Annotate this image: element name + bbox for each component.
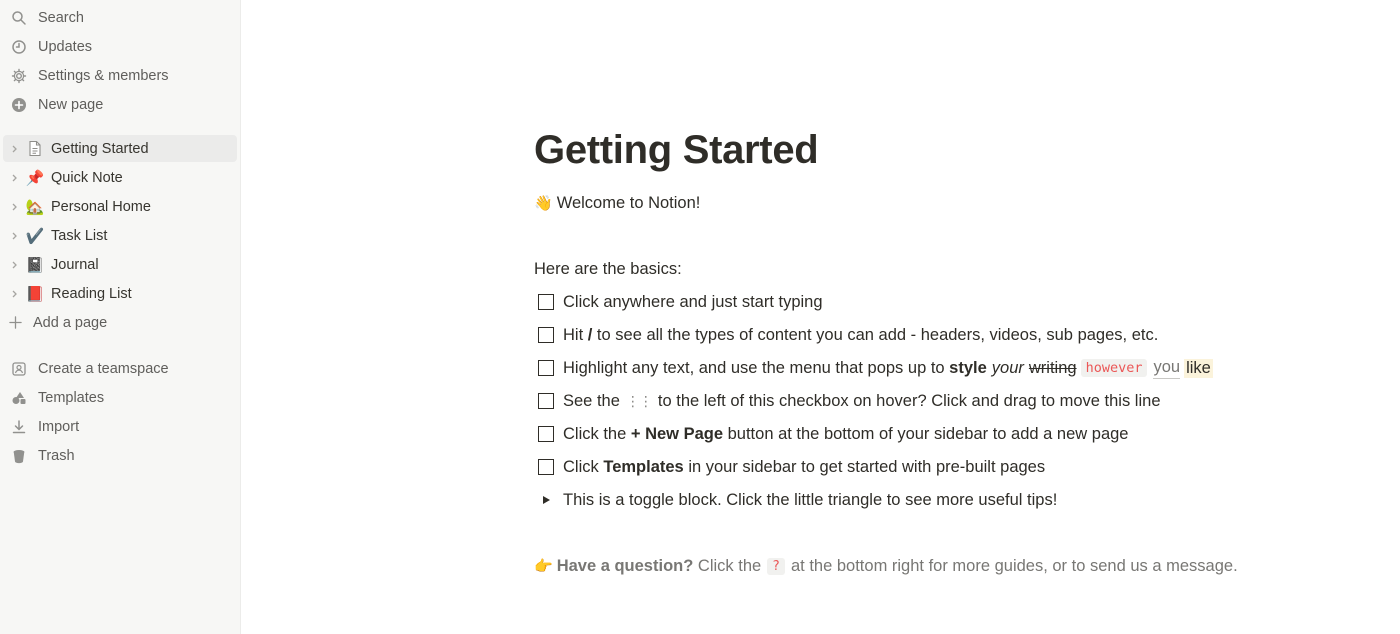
pointing-hand-icon: 👉 [534,558,553,575]
sidebar-page-getting-started[interactable] [3,135,237,162]
waving-hand-icon: 👋 [534,195,553,212]
drag-handle-icon: ⋮⋮ [625,392,652,409]
sidebar-updates[interactable] [3,33,237,60]
todo-bold-text: + New Page [630,424,724,443]
todo-bold-text: / [587,325,593,344]
todo-strike-text: writing [1028,358,1077,377]
todo-text: to see all the types of content you can add - headers, videos, sub pages, etc. [592,325,1159,344]
todo-italic-text: your [991,358,1024,377]
sidebar-new-page[interactable] [3,91,237,118]
chevron-right-icon[interactable] [9,290,21,298]
todo-text: to the left of this checkbox on hover? Click and drag to move this line [657,391,1161,410]
todo-text: Click anywhere and just start typing [563,292,823,311]
sidebar-page-label: Task List [51,227,108,244]
sidebar-search[interactable] [3,4,237,31]
question-text: at the bottom right for more guides, or to send us a message. [791,556,1238,575]
toggle-triangle-icon[interactable] [538,492,554,508]
sidebar-page-journal[interactable] [3,251,237,278]
sidebar-search-label: Search [38,9,84,26]
sidebar-templates-label: Templates [38,389,105,406]
sidebar-templates[interactable] [3,384,237,411]
todo-checkbox[interactable] [538,459,554,475]
sidebar-page-reading-list[interactable] [3,280,237,307]
question-text: Click the [693,556,762,575]
welcome-text: Welcome to Notion! [556,193,701,212]
todo-item[interactable] [534,455,1045,479]
todo-item[interactable] [534,290,823,314]
todo-item[interactable] [534,422,1128,446]
sidebar-page-label: Reading List [51,285,132,302]
todo-checkbox[interactable] [538,327,554,343]
clock-icon [10,38,28,56]
house-icon: 🏡 [25,198,45,216]
pushpin-icon: 📌 [25,169,45,187]
sidebar [0,0,241,634]
sidebar-new-page-label: New page [38,96,104,113]
sidebar-import-label: Import [38,418,80,435]
teamspace-icon [10,360,28,378]
red-book-icon: 📕 [25,285,45,303]
document-icon [25,140,45,157]
sidebar-page-task-list[interactable] [3,222,237,249]
todo-checkbox[interactable] [538,393,554,409]
chevron-right-icon[interactable] [9,174,21,182]
page-content [241,0,1400,634]
sidebar-add-page-label: Add a page [33,314,108,331]
todo-highlight-text: like [1186,358,1211,377]
basics-heading-text: Here are the basics: [534,259,682,278]
question-callout[interactable] [534,554,1238,578]
todo-checkbox[interactable] [538,360,554,376]
todo-underline-text: you [1153,358,1180,379]
todo-item[interactable] [534,389,1161,413]
todo-text: button at the bottom of your sidebar to add a new page [723,424,1129,443]
welcome-line[interactable] [534,191,700,215]
checkmark-icon: ✔️ [25,227,45,245]
sidebar-page-quick-note[interactable] [3,164,237,191]
sidebar-updates-label: Updates [38,38,93,55]
todo-checkbox[interactable] [538,426,554,442]
sidebar-add-page[interactable] [3,309,237,336]
sidebar-settings-label: Settings & members [38,67,169,84]
chevron-right-icon[interactable] [9,261,21,269]
todo-item[interactable] [534,356,1213,380]
todo-text: Hit [563,325,588,344]
question-bold-text: Have a question? [556,556,694,575]
trash-icon [10,447,28,465]
search-icon [10,9,28,27]
toggle-text: This is a toggle block. Click the little triangle to see more useful tips! [563,490,1058,509]
gear-icon [10,67,28,85]
import-icon [10,418,28,436]
sidebar-trash-label: Trash [38,447,75,464]
todo-item[interactable] [534,323,1158,347]
sidebar-trash[interactable] [3,442,237,469]
todo-text: See the [563,391,620,410]
notebook-icon: 📓 [25,256,45,274]
todo-text: Click the [563,424,631,443]
chevron-right-icon[interactable] [9,145,21,153]
sidebar-page-personal-home[interactable] [3,193,237,220]
sidebar-create-teamspace-label: Create a teamspace [38,360,169,377]
todo-checkbox[interactable] [538,294,554,310]
basics-heading[interactable] [534,257,682,281]
toggle-block[interactable] [534,488,1057,512]
sidebar-page-label: Journal [51,256,99,273]
sidebar-import[interactable] [3,413,237,440]
todo-bold-text: style [949,358,987,377]
page-title[interactable]: Getting Started [534,128,819,172]
todo-text: in your sidebar to get started with pre-built pages [683,457,1046,476]
sidebar-page-label: Getting Started [51,140,149,157]
sidebar-create-teamspace[interactable] [3,355,237,382]
todo-bold-text: Templates [603,457,684,476]
templates-icon [10,389,28,407]
sidebar-page-label: Quick Note [51,169,123,186]
plus-icon [8,316,22,329]
chevron-right-icon[interactable] [9,203,21,211]
sidebar-page-label: Personal Home [51,198,151,215]
inline-code: however [1081,359,1148,377]
question-code: ? [767,558,785,575]
todo-text: Click [563,457,604,476]
plus-circle-icon [10,96,28,114]
todo-text: Highlight any text, and use the menu that pops up to [563,358,950,377]
chevron-right-icon[interactable] [9,232,21,240]
sidebar-settings[interactable] [3,62,237,89]
